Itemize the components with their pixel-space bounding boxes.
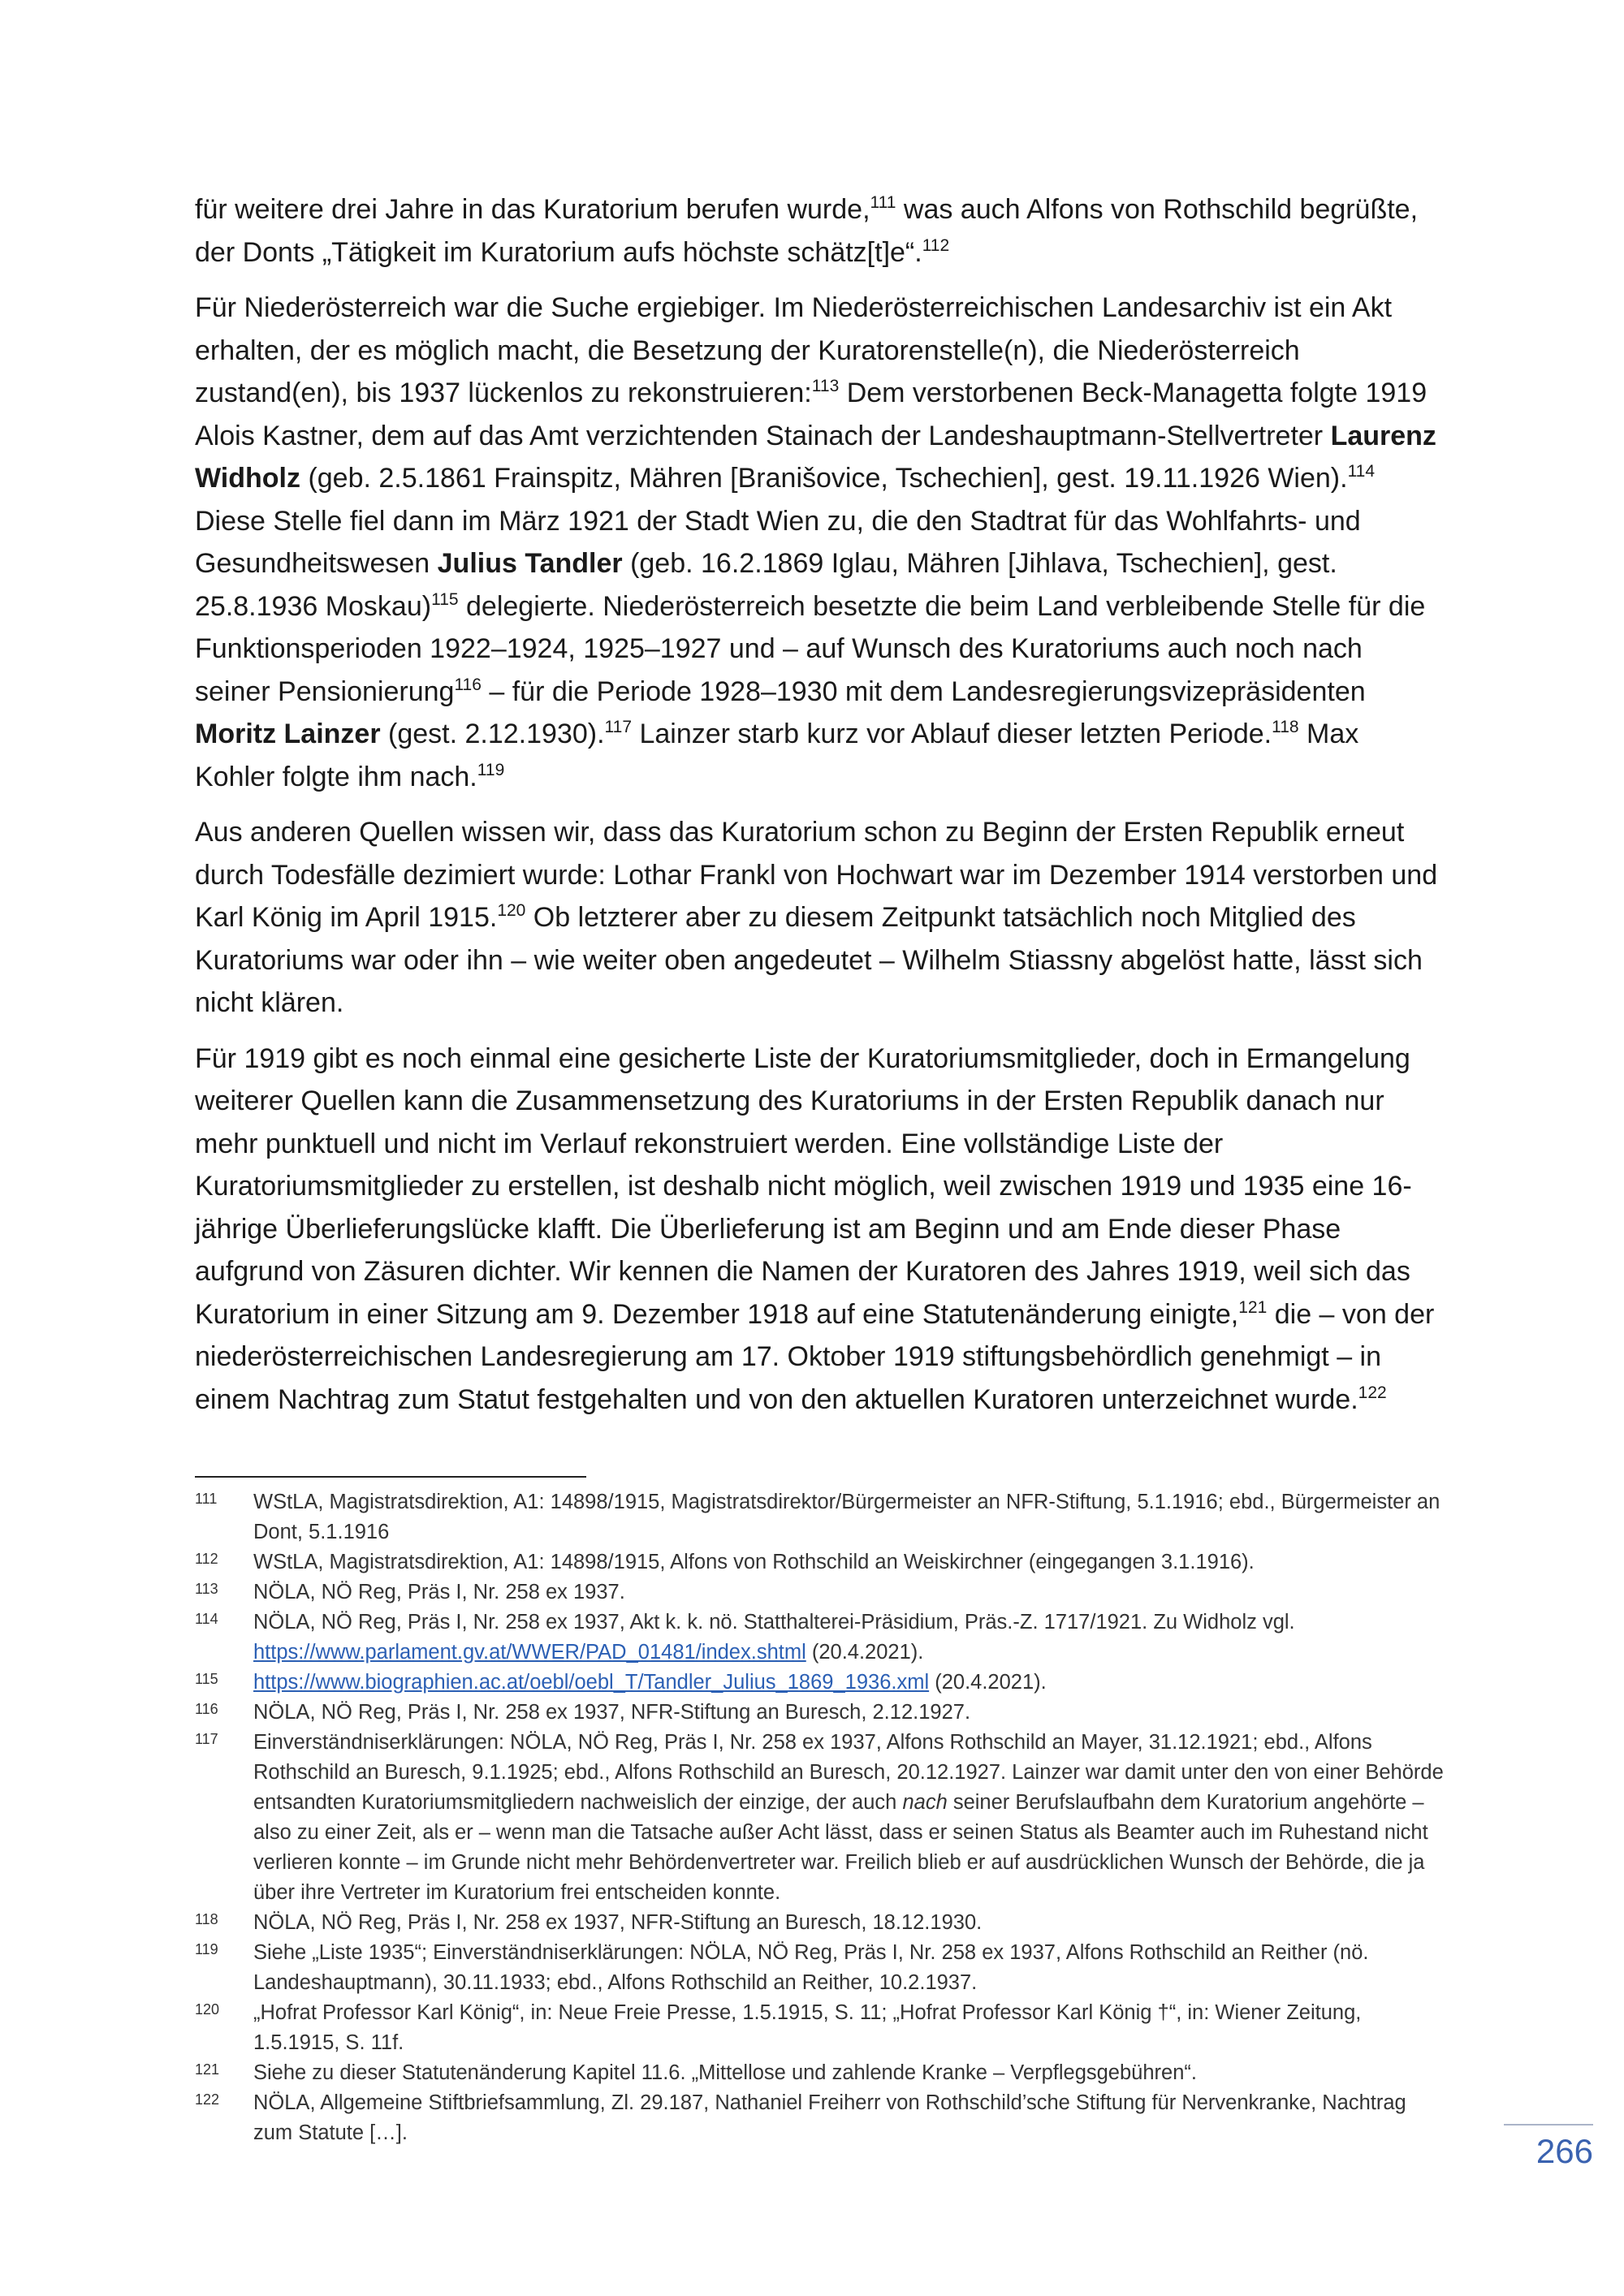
- footnote-link[interactable]: https://www.biographien.ac.at/oebl/oebl_T/Tandler_Julius_1869_1936.xml: [253, 1671, 930, 1694]
- footnote: [195, 1908, 1449, 1938]
- text-segment: NÖLA, Allgemeine Stiftbriefsammlung, Zl. 29.187, Nathaniel Freiherr von Rothschild’sche Stiftung für Nervenkranke, Nachtrag zum Statute […].: [253, 2091, 1406, 2144]
- footnote-reference[interactable]: 113: [811, 377, 840, 395]
- footnote-separator: [195, 1476, 586, 1478]
- footnote-number: 119: [195, 1941, 218, 1957]
- footnote-number: 112: [195, 1551, 218, 1567]
- text-segment: „Hofrat Professor Karl König“, in: Neue Freie Presse, 1.5.1915, S. 11; „Hofrat Professor Karl König †“, in: Wiener Zeitung, 1.5.1915, S. 11f.: [253, 2001, 1362, 2054]
- footnote-reference[interactable]: 115: [431, 589, 459, 609]
- footnote: [195, 1728, 1449, 1908]
- paragraph: [195, 287, 1439, 798]
- footnote-reference[interactable]: 122: [1358, 1383, 1387, 1402]
- footnote-text: [253, 1698, 1449, 1728]
- footnote-reference[interactable]: 114: [1347, 462, 1376, 481]
- footnote-reference[interactable]: 117: [604, 718, 633, 736]
- text-segment: seiner Berufslaufbahn dem Kuratorium angehörte – also zu einer Zeit, als er – wenn man die Tatsache außer Acht lässt, dass er seinen Status als Beamter auch im Ruhestand nicht verlieren konnte – im Grunde nicht mehr Behördenvertreter war. Freilich blieb er auf ausdrücklichen Wunsch der Behörde, die ja über ihre Vertreter im Kuratorium frei entscheiden konnte.: [253, 1791, 1428, 1904]
- text-segment: Siehe „Liste 1935“; Einverständniserklärungen: NÖLA, NÖ Reg, Präs I, Nr. 258 ex 1937, Alfons Rothschild an Reither (nö. Landeshauptmann), 30.11.1933; ebd., Alfons Rothschild an Reither, 10.2.1937.: [253, 1941, 1369, 1994]
- footnote-reference[interactable]: 118: [1272, 718, 1299, 736]
- footnote: [195, 1998, 1449, 2058]
- footnote-text: [253, 1668, 1449, 1698]
- footnotes: [195, 1487, 1449, 2148]
- footnote: [195, 1577, 1449, 1608]
- footnote-text: [253, 1577, 1449, 1608]
- footnote-number: 120: [195, 2001, 220, 2018]
- footnote: [195, 2088, 1449, 2148]
- footnote: [195, 1547, 1449, 1577]
- footnote-text: [253, 2058, 1449, 2088]
- page-number: 266: [1535, 2132, 1593, 2170]
- footnote: [195, 1487, 1449, 1547]
- text-segment: Lainzer starb kurz vor Ablauf dieser letzten Periode.: [632, 719, 1272, 749]
- footnote: [195, 1608, 1449, 1668]
- text-segment: was auch Alfons von Rothschild begrüßte, der Donts „Tätigkeit im Kuratorium aufs höchste schätz[t]e“.: [195, 194, 1419, 268]
- footnote-number: 121: [195, 2061, 220, 2078]
- footnote-number: 116: [195, 1701, 218, 1717]
- footnote-text: [253, 1487, 1449, 1547]
- text-segment: Aus anderen Quellen wissen wir, dass das Kuratorium schon zu Beginn der Ersten Republik erneut durch Todesfälle dezimiert wurde: Lothar Frankl von Hochwart war im Dezember 1914 verstorben und Karl König im April 1915.: [195, 817, 1438, 933]
- text-segment: die – von der niederösterreichischen Landesregierung am 17. Oktober 1919 stiftungsbehördlich genehmigt – in einem Nachtrag zum Statut festgehalten und von den aktuellen Kuratoren unterzeichnet wurde.: [195, 1298, 1435, 1415]
- person-name: Moritz Lainzer: [195, 719, 381, 749]
- footnote-number: 118: [195, 1911, 218, 1927]
- emphasis: nach: [902, 1791, 948, 1814]
- paragraph: [195, 1038, 1439, 1422]
- footnote-text: [253, 1728, 1449, 1908]
- text-segment: Siehe zu dieser Statutenänderung Kapitel 11.6. „Mittellose und zahlende Kranke – Verpflegsgebühren“.: [253, 2061, 1197, 2084]
- footnote-number: 111: [195, 1491, 218, 1507]
- body-text: [195, 188, 1439, 1434]
- footnote-reference[interactable]: 111: [870, 193, 896, 212]
- text-segment: – für die Periode 1928–1930 mit dem Landesregierungsvizepräsidenten: [481, 675, 1366, 707]
- footnote-reference[interactable]: 120: [497, 901, 526, 920]
- footnote-reference[interactable]: 116: [454, 675, 482, 694]
- footnote-link[interactable]: https://www.parlament.gv.at/WWER/PAD_01481/index.shtml: [253, 1641, 806, 1664]
- text-segment: Max Kohler folgte ihm nach.: [195, 719, 1359, 792]
- text-segment: NÖLA, NÖ Reg, Präs I, Nr. 258 ex 1937, Akt k. k. nö. Statthalterei-Präsidium, Präs.-Z. 1717/1921. Zu Widholz vgl.: [253, 1611, 1295, 1634]
- text-segment: Ob letzterer aber zu diesem Zeitpunkt tatsächlich noch Mitglied des Kuratoriums war oder ihn – wie weiter oben angedeutet – Wilhelm Stiassny abgelöst hatte, lässt sich nicht klären.: [195, 902, 1423, 1018]
- text-segment: Dem verstorbenen Beck-Managetta folgte 1919 Alois Kastner, dem auf das Amt verzichtenden Stainach der Landeshauptmann-Stellvertreter: [195, 378, 1427, 451]
- footnote-text: [253, 1908, 1449, 1938]
- footnote-number: 113: [195, 1581, 218, 1597]
- footnote-reference[interactable]: 112: [922, 235, 950, 255]
- footnote-reference[interactable]: 119: [477, 760, 505, 779]
- footnote-reference[interactable]: 121: [1238, 1297, 1268, 1317]
- footnote: [195, 1698, 1449, 1728]
- footnote-number: 114: [195, 1611, 218, 1627]
- text-segment: WStLA, Magistratsdirektion, A1: 14898/1915, Alfons von Rothschild an Weiskirchner (eingegangen 3.1.1916).: [253, 1551, 1255, 1573]
- text-segment: delegierte. Niederösterreich besetzte die beim Land verbleibende Stelle für die Funktionsperioden 1922–1924, 1925–1927 und – auf Wunsch des Kuratoriums auch noch nach seiner Pensionierung: [195, 590, 1426, 707]
- footnote-text: [253, 1608, 1449, 1668]
- text-segment: Für 1919 gibt es noch einmal eine gesicherte Liste der Kuratoriumsmitglieder, doch in Ermangelung weiterer Quellen kann die Zusammensetzung des Kuratoriums in der Ersten Republik danach nur mehr punktuell und nicht im Verlauf rekonstruiert werden. Eine vollständige Liste der Kuratoriumsmitglieder zu erstellen, ist deshalb nicht möglich, weil zwischen 1919 und 1935 eine 16-jährige Überlieferungslücke klafft. Die Überlieferung ist am Beginn und am Ende dieser Phase aufgrund von Zäsuren dichter. Wir kennen die Namen der Kuratoren des Jahres 1919, weil sich das Kuratorium in einer Sitzung am 9. Dezember 1918 auf eine Statutenänderung einigte,: [195, 1042, 1412, 1330]
- text-segment: NÖLA, NÖ Reg, Präs I, Nr. 258 ex 1937.: [253, 1581, 625, 1603]
- person-name: Julius Tandler: [437, 548, 623, 579]
- text-segment: NÖLA, NÖ Reg, Präs I, Nr. 258 ex 1937, NFR-Stiftung an Buresch, 2.12.1927.: [253, 1701, 971, 1724]
- footnote-text: [253, 1547, 1449, 1577]
- text-segment: WStLA, Magistratsdirektion, A1: 14898/1915, Magistratsdirektor/Bürgermeister an NFR-Stiftung, 5.1.1916; ebd., Bürgermeister an Dont, 5.1.1916: [253, 1491, 1440, 1543]
- footnote-text: [253, 1998, 1449, 2058]
- paragraph: [195, 188, 1439, 274]
- text-segment: (gest. 2.12.1930).: [380, 719, 605, 749]
- footnote: [195, 2058, 1449, 2088]
- page-number-rule: [1504, 2124, 1593, 2126]
- footnote-number: 122: [195, 2091, 220, 2108]
- text-segment: Einverständniserklärungen: NÖLA, NÖ Reg, Präs I, Nr. 258 ex 1937, Alfons Rothschild an Mayer, 31.12.1921; ebd., Alfons Rothschild an Buresch, 9.1.1925; ebd., Alfons Rothschild an Buresch, 20.12.1927. Lainzer war damit unter den von einer Behörde entsandten Kuratoriumsmitgliedern nachweislich der einzige, der auch: [253, 1731, 1444, 1814]
- text-segment: (20.4.2021).: [929, 1671, 1047, 1694]
- text-segment: (geb. 2.5.1861 Frainspitz, Mähren [Branišovice, Tschechien], gest. 19.11.1926 Wien).: [300, 463, 1348, 494]
- text-segment: (geb. 16.2.1869 Iglau, Mähren [Jihlava, Tschechien], gest. 25.8.1936 Moskau): [195, 548, 1337, 622]
- footnote: [195, 1938, 1449, 1998]
- footnote-text: [253, 1938, 1449, 1998]
- footnote-text: [253, 2088, 1449, 2148]
- text-segment: NÖLA, NÖ Reg, Präs I, Nr. 258 ex 1937, NFR-Stiftung an Buresch, 18.12.1930.: [253, 1911, 983, 1934]
- footnote-number: 117: [195, 1731, 218, 1747]
- text-segment: für weitere drei Jahre in das Kuratorium berufen wurde,: [195, 194, 870, 225]
- paragraph: [195, 811, 1439, 1025]
- text-segment: Für Niederösterreich war die Suche ergiebiger. Im Niederösterreichischen Landesarchiv ist ein Akt erhalten, der es möglich macht, die Besetzung der Kuratorenstelle(n), die Niederösterreich zustand(en), bis 1937 lückenlos zu rekonstruieren:: [195, 292, 1393, 408]
- text-segment: Diese Stelle fiel dann im März 1921 der Stadt Wien zu, die den Stadtrat für das Wohlfahrts- und Gesundheitswesen: [195, 505, 1361, 579]
- footnote: [195, 1668, 1449, 1698]
- footnote-number: 115: [195, 1671, 218, 1687]
- text-segment: (20.4.2021).: [806, 1641, 924, 1664]
- person-name: Laurenz Widholz: [195, 420, 1436, 494]
